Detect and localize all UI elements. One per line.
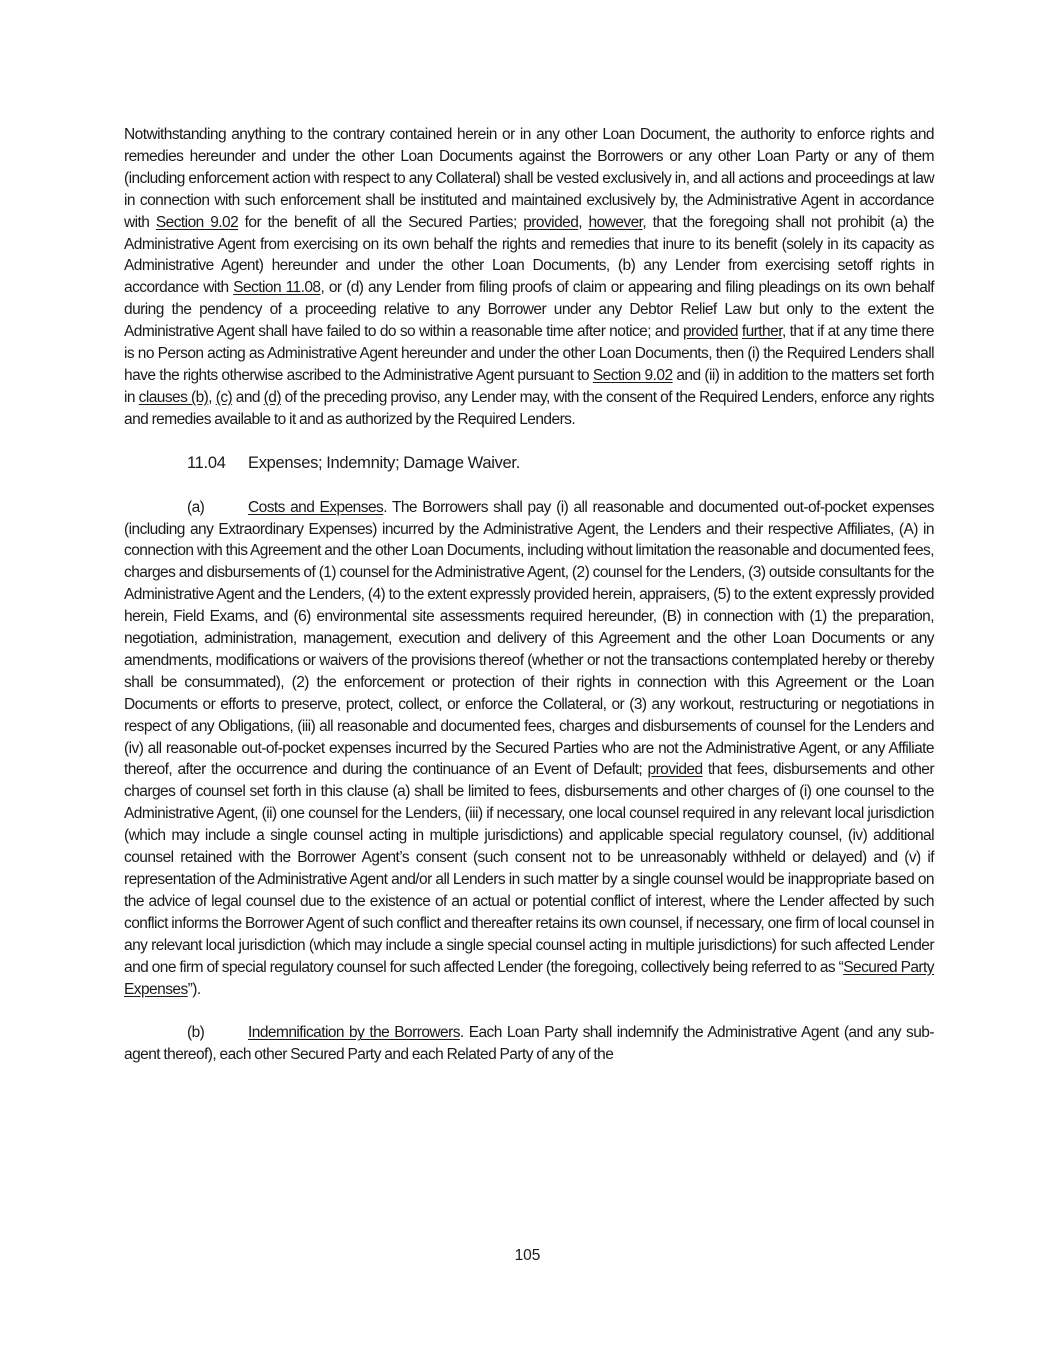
- section-heading: [124, 453, 934, 475]
- subsection-a: (a) Costs and Expenses. The Borrowers shall pay (i) all reasonable and documented out-of-pocket expenses (including any Extraordinary Expenses) incurred by the Administrative Agent, the Lenders and their respective Affiliates, (A) in connection with this Agreement and the other Loan Documents, including without limitation the reasonable and documented fees, charges and disbursements of (1) counsel for the Administrative Agent, (2) counsel for the Lenders, (3) outside consultants for the Administrative Agent and the Lenders, (4) to the extent expressly provided herein, appraisers, (5) to the extent expressly provided herein, Field Exams, and (6) environmental site assessments required hereunder, (B) in connection with (1) the preparation, negotiation, administration, management, execution and delivery of this Agreement and the other Loan Documents or any amendments, modifications or waivers of the provisions thereof (whether or not the transactions contemplated hereby or thereby shall be consummated), (2) the enforcement or protection of their rights in connection with this Agreement or the Loan Documents or efforts to preserve, protect, collect, or enforce the Collateral, or (3) any workout, restructuring or negotiations in respect of any Obligations, (iii) all reasonable and documented fees, charges and disbursements of counsel for the Lenders and (iv) all reasonable out-of-pocket expenses incurred by the Secured Parties who are not the Administrative Agent, or any Affiliate thereof, after the occurrence and during the continuance of an Event of Default; provided that fees, disbursements and other charges of counsel set forth in this clause (a) shall be limited to fees, disbursements and other charges of (i) one counsel to the Administrative Agent, (ii) one counsel for the Lenders, (iii) if necessary, one local counsel required in any relevant local jurisdiction (which may include a single counsel acting in multiple jurisdictions) and applicable special regulatory counsel, (iv) additional counsel retained with the Borrower Agent’s consent (such consent not to be unreasonably withheld or delayed) and (v) if representation of the Administrative Agent and/or all Lenders in such matter by a single counsel would be inappropriate based on the advice of legal counsel due to the existence of an actual or potential conflict of interest, where the Lender affected by such conflict informs the Borrower Agent of such conflict and thereafter retains its own counsel, if necessary, one firm of local counsel in any relevant local jurisdiction (which may include a single special counsel acting in multiple jurisdictions) for such affected Lender and one firm of special regulatory counsel for such affected Lender (the foregoing, collectively being referred to as “Secured Party Expenses”).: [124, 498, 934, 998]
- section-reference: Section 9.02: [592, 366, 673, 384]
- defined-term: however: [588, 213, 643, 231]
- defined-term: provided: [523, 213, 579, 231]
- section-reference: Section 11.08: [233, 279, 321, 297]
- subsection-label: (b): [187, 1024, 205, 1042]
- section-title: Expenses; Indemnity; Damage Waiver.: [248, 453, 520, 472]
- defined-term: provided: [682, 323, 738, 341]
- defined-term: Secured Party Expenses: [124, 958, 934, 998]
- subsection-label: (a): [187, 498, 205, 516]
- section-number: 11.04: [187, 453, 226, 472]
- clause-reference: (c): [215, 388, 233, 406]
- defined-term: provided: [647, 761, 703, 779]
- clause-reference: (d): [263, 388, 281, 406]
- page-number: 105: [514, 1247, 541, 1264]
- subsection-caption: Indemnification by the Borrowers: [248, 1024, 460, 1042]
- clause-reference: clauses (b): [138, 388, 209, 406]
- subsection-caption: Costs and Expenses: [248, 498, 384, 516]
- subsection-b: (b) Indemnification by the Borrowers. Each Loan Party shall indemnify the Administrative Agent (and any sub-agent thereof), each other Secured Party and each Related Party of any of the: [124, 1024, 934, 1064]
- enforcement-paragraph: Notwithstanding anything to the contrary contained herein or in any other Loan Document, the authority to enforce rights and remedies hereunder and under the other Loan Documents against the Borrowers or any other Loan Party or any of them (including enforcement action with respect to any Collateral) shall be vested exclusively in, and all actions and proceedings at law in connection with such enforcement shall be instituted and maintained exclusively by, the Administrative Agent in accordance with Section 9.02 for the benefit of all the Secured Parties; provided, however, that the foregoing shall not prohibit (a) the Administrative Agent from exercising on its own behalf the rights and remedies that inure to its benefit (solely in its capacity as Administrative Agent) hereunder and under the other Loan Documents, (b) any Lender from exercising setoff rights in accordance with Section 11.08, or (d) any Lender from filing proofs of claim or appearing and filing pleadings on its own behalf during the pendency of a proceeding relative to any Borrower under any Debtor Relief Law but only to the extent the Administrative Agent shall have failed to do so within a reasonable time after notice; and provided further, that if at any time there is no Person acting as Administrative Agent hereunder and under the other Loan Documents, then (i) the Required Lenders shall have the rights otherwise ascribed to the Administrative Agent pursuant to Section 9.02 and (ii) in addition to the matters set forth in clauses (b), (c) and (d) of the preceding proviso, any Lender may, with the consent of the Required Lenders, enforce any rights and remedies available to it and as authorized by the Required Lenders.: [124, 126, 934, 428]
- section-reference: Section 9.02: [155, 213, 239, 231]
- document-page: [124, 124, 934, 1066]
- defined-term: further: [741, 323, 782, 341]
